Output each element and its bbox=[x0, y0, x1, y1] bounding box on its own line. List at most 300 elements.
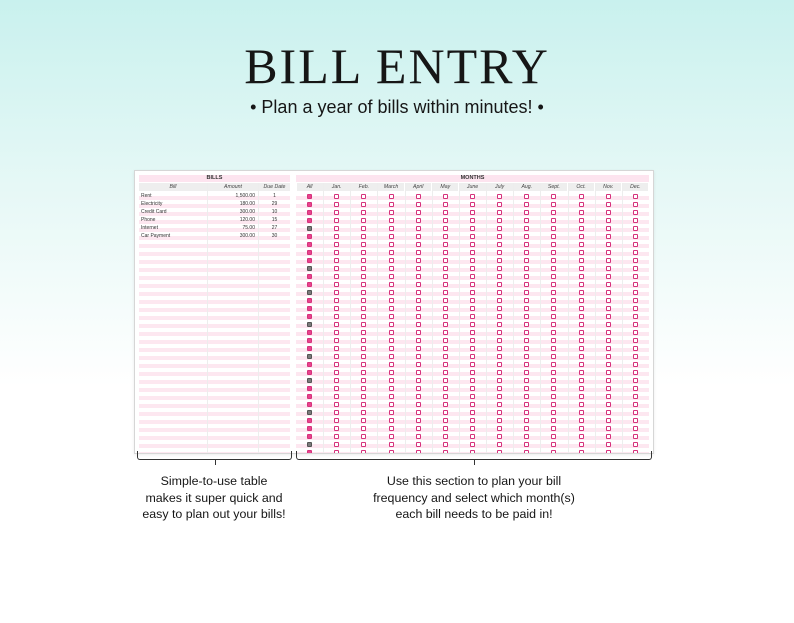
month-checkbox[interactable] bbox=[443, 194, 448, 199]
month-checkbox[interactable] bbox=[389, 234, 394, 239]
month-checkbox[interactable] bbox=[524, 242, 529, 247]
month-checkbox[interactable] bbox=[579, 378, 584, 383]
month-checkbox[interactable] bbox=[443, 434, 448, 439]
month-checkbox[interactable] bbox=[579, 202, 584, 207]
month-checkbox[interactable] bbox=[497, 314, 502, 319]
month-checkbox[interactable] bbox=[551, 386, 556, 391]
month-checkbox[interactable] bbox=[551, 250, 556, 255]
month-checkbox[interactable] bbox=[361, 378, 366, 383]
all-months-checkbox[interactable] bbox=[307, 274, 312, 279]
all-months-checkbox[interactable] bbox=[307, 250, 312, 255]
month-checkbox[interactable] bbox=[579, 242, 584, 247]
bill-name-cell[interactable]: Internet bbox=[141, 225, 158, 231]
month-checkbox[interactable] bbox=[579, 386, 584, 391]
month-checkbox[interactable] bbox=[334, 338, 339, 343]
month-checkbox[interactable] bbox=[579, 274, 584, 279]
month-checkbox[interactable] bbox=[606, 402, 611, 407]
month-checkbox[interactable] bbox=[443, 210, 448, 215]
month-checkbox[interactable] bbox=[389, 426, 394, 431]
month-checkbox[interactable] bbox=[416, 338, 421, 343]
month-checkbox[interactable] bbox=[497, 226, 502, 231]
month-checkbox[interactable] bbox=[470, 282, 475, 287]
month-checkbox[interactable] bbox=[497, 434, 502, 439]
month-checkbox[interactable] bbox=[524, 274, 529, 279]
month-checkbox[interactable] bbox=[524, 442, 529, 447]
all-months-checkbox[interactable] bbox=[307, 370, 312, 375]
month-checkbox[interactable] bbox=[361, 386, 366, 391]
month-checkbox[interactable] bbox=[443, 394, 448, 399]
month-checkbox[interactable] bbox=[470, 442, 475, 447]
month-checkbox[interactable] bbox=[551, 314, 556, 319]
month-checkbox[interactable] bbox=[389, 434, 394, 439]
month-checkbox[interactable] bbox=[633, 322, 638, 327]
month-checkbox[interactable] bbox=[470, 330, 475, 335]
month-checkbox[interactable] bbox=[443, 426, 448, 431]
month-checkbox[interactable] bbox=[361, 354, 366, 359]
month-checkbox[interactable] bbox=[633, 194, 638, 199]
all-months-checkbox[interactable] bbox=[307, 242, 312, 247]
month-checkbox[interactable] bbox=[606, 290, 611, 295]
month-checkbox[interactable] bbox=[361, 306, 366, 311]
month-checkbox[interactable] bbox=[633, 298, 638, 303]
month-checkbox[interactable] bbox=[361, 394, 366, 399]
month-checkbox[interactable] bbox=[416, 258, 421, 263]
month-checkbox[interactable] bbox=[551, 370, 556, 375]
month-checkbox[interactable] bbox=[334, 330, 339, 335]
month-checkbox[interactable] bbox=[551, 298, 556, 303]
month-checkbox[interactable] bbox=[579, 290, 584, 295]
month-checkbox[interactable] bbox=[551, 282, 556, 287]
month-checkbox[interactable] bbox=[361, 370, 366, 375]
month-checkbox[interactable] bbox=[416, 218, 421, 223]
month-checkbox[interactable] bbox=[606, 202, 611, 207]
month-checkbox[interactable] bbox=[443, 226, 448, 231]
month-checkbox[interactable] bbox=[416, 298, 421, 303]
month-checkbox[interactable] bbox=[497, 202, 502, 207]
month-checkbox[interactable] bbox=[470, 298, 475, 303]
month-checkbox[interactable] bbox=[633, 402, 638, 407]
month-checkbox[interactable] bbox=[606, 338, 611, 343]
month-checkbox[interactable] bbox=[606, 226, 611, 231]
month-checkbox[interactable] bbox=[497, 282, 502, 287]
month-checkbox[interactable] bbox=[497, 338, 502, 343]
month-checkbox[interactable] bbox=[443, 218, 448, 223]
all-months-checkbox[interactable] bbox=[307, 226, 312, 231]
month-checkbox[interactable] bbox=[497, 386, 502, 391]
month-checkbox[interactable] bbox=[416, 306, 421, 311]
month-checkbox[interactable] bbox=[524, 386, 529, 391]
month-checkbox[interactable] bbox=[443, 314, 448, 319]
bill-name-cell[interactable]: Credit Card bbox=[141, 209, 167, 215]
month-checkbox[interactable] bbox=[633, 346, 638, 351]
all-months-checkbox[interactable] bbox=[307, 210, 312, 215]
bill-amount-cell[interactable]: 75.00 bbox=[242, 225, 255, 231]
month-checkbox[interactable] bbox=[361, 234, 366, 239]
month-checkbox[interactable] bbox=[416, 394, 421, 399]
month-checkbox[interactable] bbox=[579, 210, 584, 215]
month-checkbox[interactable] bbox=[389, 354, 394, 359]
month-checkbox[interactable] bbox=[389, 442, 394, 447]
month-checkbox[interactable] bbox=[416, 202, 421, 207]
month-checkbox[interactable] bbox=[389, 202, 394, 207]
month-checkbox[interactable] bbox=[443, 354, 448, 359]
month-checkbox[interactable] bbox=[416, 410, 421, 415]
month-checkbox[interactable] bbox=[389, 290, 394, 295]
month-checkbox[interactable] bbox=[361, 338, 366, 343]
month-checkbox[interactable] bbox=[389, 274, 394, 279]
month-checkbox[interactable] bbox=[551, 194, 556, 199]
month-checkbox[interactable] bbox=[606, 314, 611, 319]
month-checkbox[interactable] bbox=[606, 266, 611, 271]
all-months-checkbox[interactable] bbox=[307, 354, 312, 359]
month-checkbox[interactable] bbox=[443, 242, 448, 247]
month-checkbox[interactable] bbox=[606, 442, 611, 447]
all-months-checkbox[interactable] bbox=[307, 338, 312, 343]
month-checkbox[interactable] bbox=[579, 250, 584, 255]
month-checkbox[interactable] bbox=[579, 314, 584, 319]
month-checkbox[interactable] bbox=[606, 250, 611, 255]
month-checkbox[interactable] bbox=[524, 306, 529, 311]
month-checkbox[interactable] bbox=[551, 266, 556, 271]
month-checkbox[interactable] bbox=[334, 362, 339, 367]
month-checkbox[interactable] bbox=[497, 402, 502, 407]
month-checkbox[interactable] bbox=[633, 226, 638, 231]
month-checkbox[interactable] bbox=[497, 298, 502, 303]
month-checkbox[interactable] bbox=[551, 258, 556, 263]
month-checkbox[interactable] bbox=[443, 378, 448, 383]
month-checkbox[interactable] bbox=[334, 298, 339, 303]
month-checkbox[interactable] bbox=[497, 346, 502, 351]
month-checkbox[interactable] bbox=[633, 282, 638, 287]
month-checkbox[interactable] bbox=[389, 250, 394, 255]
month-checkbox[interactable] bbox=[470, 378, 475, 383]
month-checkbox[interactable] bbox=[524, 434, 529, 439]
month-checkbox[interactable] bbox=[633, 234, 638, 239]
month-checkbox[interactable] bbox=[497, 442, 502, 447]
month-checkbox[interactable] bbox=[606, 274, 611, 279]
month-checkbox[interactable] bbox=[551, 354, 556, 359]
month-checkbox[interactable] bbox=[416, 314, 421, 319]
month-checkbox[interactable] bbox=[416, 426, 421, 431]
month-checkbox[interactable] bbox=[334, 290, 339, 295]
month-checkbox[interactable] bbox=[524, 394, 529, 399]
month-checkbox[interactable] bbox=[334, 258, 339, 263]
month-checkbox[interactable] bbox=[443, 370, 448, 375]
month-checkbox[interactable] bbox=[524, 234, 529, 239]
month-checkbox[interactable] bbox=[416, 226, 421, 231]
month-checkbox[interactable] bbox=[443, 274, 448, 279]
all-months-checkbox[interactable] bbox=[307, 290, 312, 295]
month-checkbox[interactable] bbox=[470, 386, 475, 391]
month-checkbox[interactable] bbox=[470, 218, 475, 223]
month-checkbox[interactable] bbox=[334, 194, 339, 199]
month-checkbox[interactable] bbox=[633, 338, 638, 343]
month-checkbox[interactable] bbox=[361, 314, 366, 319]
month-checkbox[interactable] bbox=[470, 306, 475, 311]
month-checkbox[interactable] bbox=[389, 346, 394, 351]
month-checkbox[interactable] bbox=[633, 434, 638, 439]
month-checkbox[interactable] bbox=[633, 394, 638, 399]
month-checkbox[interactable] bbox=[606, 258, 611, 263]
month-checkbox[interactable] bbox=[416, 250, 421, 255]
month-checkbox[interactable] bbox=[579, 442, 584, 447]
month-checkbox[interactable] bbox=[497, 354, 502, 359]
month-checkbox[interactable] bbox=[633, 274, 638, 279]
month-checkbox[interactable] bbox=[389, 258, 394, 263]
month-checkbox[interactable] bbox=[579, 394, 584, 399]
month-checkbox[interactable] bbox=[334, 386, 339, 391]
month-checkbox[interactable] bbox=[633, 378, 638, 383]
bill-due-date-cell[interactable]: 29 bbox=[271, 201, 278, 207]
bill-name-cell[interactable]: Car Payment bbox=[141, 233, 171, 239]
month-checkbox[interactable] bbox=[470, 274, 475, 279]
month-checkbox[interactable] bbox=[389, 306, 394, 311]
all-months-checkbox[interactable] bbox=[307, 426, 312, 431]
month-checkbox[interactable] bbox=[524, 330, 529, 335]
month-checkbox[interactable] bbox=[579, 434, 584, 439]
all-months-checkbox[interactable] bbox=[307, 314, 312, 319]
month-checkbox[interactable] bbox=[497, 418, 502, 423]
month-checkbox[interactable] bbox=[579, 426, 584, 431]
month-checkbox[interactable] bbox=[443, 250, 448, 255]
month-checkbox[interactable] bbox=[497, 210, 502, 215]
month-checkbox[interactable] bbox=[524, 322, 529, 327]
month-checkbox[interactable] bbox=[579, 402, 584, 407]
month-checkbox[interactable] bbox=[334, 202, 339, 207]
month-checkbox[interactable] bbox=[633, 410, 638, 415]
month-checkbox[interactable] bbox=[633, 386, 638, 391]
month-checkbox[interactable] bbox=[579, 218, 584, 223]
month-checkbox[interactable] bbox=[361, 258, 366, 263]
month-checkbox[interactable] bbox=[633, 258, 638, 263]
month-checkbox[interactable] bbox=[416, 362, 421, 367]
month-checkbox[interactable] bbox=[579, 338, 584, 343]
month-checkbox[interactable] bbox=[497, 426, 502, 431]
month-checkbox[interactable] bbox=[361, 426, 366, 431]
month-checkbox[interactable] bbox=[579, 194, 584, 199]
month-checkbox[interactable] bbox=[579, 330, 584, 335]
month-checkbox[interactable] bbox=[443, 266, 448, 271]
month-checkbox[interactable] bbox=[389, 218, 394, 223]
month-checkbox[interactable] bbox=[470, 418, 475, 423]
month-checkbox[interactable] bbox=[633, 354, 638, 359]
month-checkbox[interactable] bbox=[389, 210, 394, 215]
month-checkbox[interactable] bbox=[551, 202, 556, 207]
month-checkbox[interactable] bbox=[497, 250, 502, 255]
month-checkbox[interactable] bbox=[361, 362, 366, 367]
month-checkbox[interactable] bbox=[334, 250, 339, 255]
month-checkbox[interactable] bbox=[551, 290, 556, 295]
month-checkbox[interactable] bbox=[497, 370, 502, 375]
month-checkbox[interactable] bbox=[579, 418, 584, 423]
bill-amount-cell[interactable]: 120.00 bbox=[239, 217, 255, 223]
month-checkbox[interactable] bbox=[524, 314, 529, 319]
all-months-checkbox[interactable] bbox=[307, 394, 312, 399]
month-checkbox[interactable] bbox=[633, 266, 638, 271]
month-checkbox[interactable] bbox=[334, 394, 339, 399]
all-months-checkbox[interactable] bbox=[307, 194, 312, 199]
month-checkbox[interactable] bbox=[443, 202, 448, 207]
month-checkbox[interactable] bbox=[606, 418, 611, 423]
month-checkbox[interactable] bbox=[524, 362, 529, 367]
month-checkbox[interactable] bbox=[524, 402, 529, 407]
month-checkbox[interactable] bbox=[334, 434, 339, 439]
month-checkbox[interactable] bbox=[470, 338, 475, 343]
month-checkbox[interactable] bbox=[470, 426, 475, 431]
month-checkbox[interactable] bbox=[524, 346, 529, 351]
month-checkbox[interactable] bbox=[524, 266, 529, 271]
month-checkbox[interactable] bbox=[633, 418, 638, 423]
month-checkbox[interactable] bbox=[579, 266, 584, 271]
all-months-checkbox[interactable] bbox=[307, 298, 312, 303]
month-checkbox[interactable] bbox=[606, 426, 611, 431]
month-checkbox[interactable] bbox=[416, 434, 421, 439]
month-checkbox[interactable] bbox=[551, 346, 556, 351]
month-checkbox[interactable] bbox=[606, 362, 611, 367]
month-checkbox[interactable] bbox=[334, 226, 339, 231]
month-checkbox[interactable] bbox=[416, 322, 421, 327]
month-checkbox[interactable] bbox=[606, 306, 611, 311]
month-checkbox[interactable] bbox=[579, 258, 584, 263]
month-checkbox[interactable] bbox=[470, 290, 475, 295]
month-checkbox[interactable] bbox=[551, 434, 556, 439]
month-checkbox[interactable] bbox=[524, 250, 529, 255]
month-checkbox[interactable] bbox=[497, 410, 502, 415]
month-checkbox[interactable] bbox=[416, 402, 421, 407]
month-checkbox[interactable] bbox=[416, 266, 421, 271]
month-checkbox[interactable] bbox=[633, 290, 638, 295]
month-checkbox[interactable] bbox=[497, 274, 502, 279]
all-months-checkbox[interactable] bbox=[307, 322, 312, 327]
month-checkbox[interactable] bbox=[606, 194, 611, 199]
month-checkbox[interactable] bbox=[524, 210, 529, 215]
month-checkbox[interactable] bbox=[416, 330, 421, 335]
month-checkbox[interactable] bbox=[606, 346, 611, 351]
month-checkbox[interactable] bbox=[361, 218, 366, 223]
all-months-checkbox[interactable] bbox=[307, 258, 312, 263]
month-checkbox[interactable] bbox=[389, 394, 394, 399]
month-checkbox[interactable] bbox=[389, 370, 394, 375]
month-checkbox[interactable] bbox=[334, 410, 339, 415]
all-months-checkbox[interactable] bbox=[307, 330, 312, 335]
month-checkbox[interactable] bbox=[524, 410, 529, 415]
all-months-checkbox[interactable] bbox=[307, 202, 312, 207]
month-checkbox[interactable] bbox=[551, 274, 556, 279]
month-checkbox[interactable] bbox=[361, 402, 366, 407]
month-checkbox[interactable] bbox=[361, 330, 366, 335]
month-checkbox[interactable] bbox=[470, 250, 475, 255]
month-checkbox[interactable] bbox=[470, 346, 475, 351]
bill-due-date-cell[interactable]: 27 bbox=[271, 225, 278, 231]
month-checkbox[interactable] bbox=[443, 410, 448, 415]
month-checkbox[interactable] bbox=[606, 434, 611, 439]
month-checkbox[interactable] bbox=[443, 258, 448, 263]
month-checkbox[interactable] bbox=[334, 234, 339, 239]
month-checkbox[interactable] bbox=[470, 314, 475, 319]
month-checkbox[interactable] bbox=[551, 338, 556, 343]
month-checkbox[interactable] bbox=[579, 234, 584, 239]
month-checkbox[interactable] bbox=[470, 394, 475, 399]
month-checkbox[interactable] bbox=[416, 378, 421, 383]
month-checkbox[interactable] bbox=[579, 410, 584, 415]
month-checkbox[interactable] bbox=[416, 290, 421, 295]
month-checkbox[interactable] bbox=[633, 242, 638, 247]
month-checkbox[interactable] bbox=[579, 226, 584, 231]
month-checkbox[interactable] bbox=[551, 362, 556, 367]
month-checkbox[interactable] bbox=[470, 370, 475, 375]
month-checkbox[interactable] bbox=[551, 234, 556, 239]
month-checkbox[interactable] bbox=[551, 378, 556, 383]
month-checkbox[interactable] bbox=[334, 274, 339, 279]
month-checkbox[interactable] bbox=[443, 338, 448, 343]
month-checkbox[interactable] bbox=[524, 354, 529, 359]
month-checkbox[interactable] bbox=[389, 338, 394, 343]
month-checkbox[interactable] bbox=[334, 354, 339, 359]
month-checkbox[interactable] bbox=[361, 346, 366, 351]
month-checkbox[interactable] bbox=[361, 442, 366, 447]
month-checkbox[interactable] bbox=[416, 282, 421, 287]
all-months-checkbox[interactable] bbox=[307, 266, 312, 271]
month-checkbox[interactable] bbox=[443, 442, 448, 447]
month-checkbox[interactable] bbox=[389, 386, 394, 391]
month-checkbox[interactable] bbox=[361, 210, 366, 215]
bill-amount-cell[interactable]: 300.00 bbox=[239, 233, 255, 239]
month-checkbox[interactable] bbox=[606, 322, 611, 327]
month-checkbox[interactable] bbox=[416, 210, 421, 215]
month-checkbox[interactable] bbox=[389, 418, 394, 423]
month-checkbox[interactable] bbox=[443, 298, 448, 303]
month-checkbox[interactable] bbox=[416, 370, 421, 375]
month-checkbox[interactable] bbox=[361, 242, 366, 247]
month-checkbox[interactable] bbox=[606, 378, 611, 383]
month-checkbox[interactable] bbox=[579, 354, 584, 359]
month-checkbox[interactable] bbox=[416, 346, 421, 351]
month-checkbox[interactable] bbox=[443, 346, 448, 351]
month-checkbox[interactable] bbox=[361, 290, 366, 295]
month-checkbox[interactable] bbox=[334, 346, 339, 351]
all-months-checkbox[interactable] bbox=[307, 306, 312, 311]
month-checkbox[interactable] bbox=[416, 442, 421, 447]
bill-name-cell[interactable]: Electricity bbox=[141, 201, 163, 207]
month-checkbox[interactable] bbox=[606, 298, 611, 303]
bill-amount-cell[interactable]: 180.00 bbox=[239, 201, 255, 207]
month-checkbox[interactable] bbox=[551, 402, 556, 407]
month-checkbox[interactable] bbox=[416, 274, 421, 279]
all-months-checkbox[interactable] bbox=[307, 386, 312, 391]
all-months-checkbox[interactable] bbox=[307, 362, 312, 367]
month-checkbox[interactable] bbox=[470, 194, 475, 199]
month-checkbox[interactable] bbox=[606, 410, 611, 415]
month-checkbox[interactable] bbox=[633, 210, 638, 215]
month-checkbox[interactable] bbox=[361, 250, 366, 255]
month-checkbox[interactable] bbox=[633, 362, 638, 367]
month-checkbox[interactable] bbox=[497, 322, 502, 327]
month-checkbox[interactable] bbox=[579, 362, 584, 367]
month-checkbox[interactable] bbox=[579, 322, 584, 327]
month-checkbox[interactable] bbox=[443, 322, 448, 327]
month-checkbox[interactable] bbox=[579, 306, 584, 311]
month-checkbox[interactable] bbox=[524, 258, 529, 263]
month-checkbox[interactable] bbox=[524, 418, 529, 423]
all-months-checkbox[interactable] bbox=[307, 418, 312, 423]
month-checkbox[interactable] bbox=[551, 442, 556, 447]
month-checkbox[interactable] bbox=[606, 394, 611, 399]
bill-amount-cell[interactable]: 1,500.00 bbox=[235, 193, 255, 199]
month-checkbox[interactable] bbox=[633, 442, 638, 447]
month-checkbox[interactable] bbox=[334, 218, 339, 223]
month-checkbox[interactable] bbox=[443, 234, 448, 239]
month-checkbox[interactable] bbox=[389, 266, 394, 271]
